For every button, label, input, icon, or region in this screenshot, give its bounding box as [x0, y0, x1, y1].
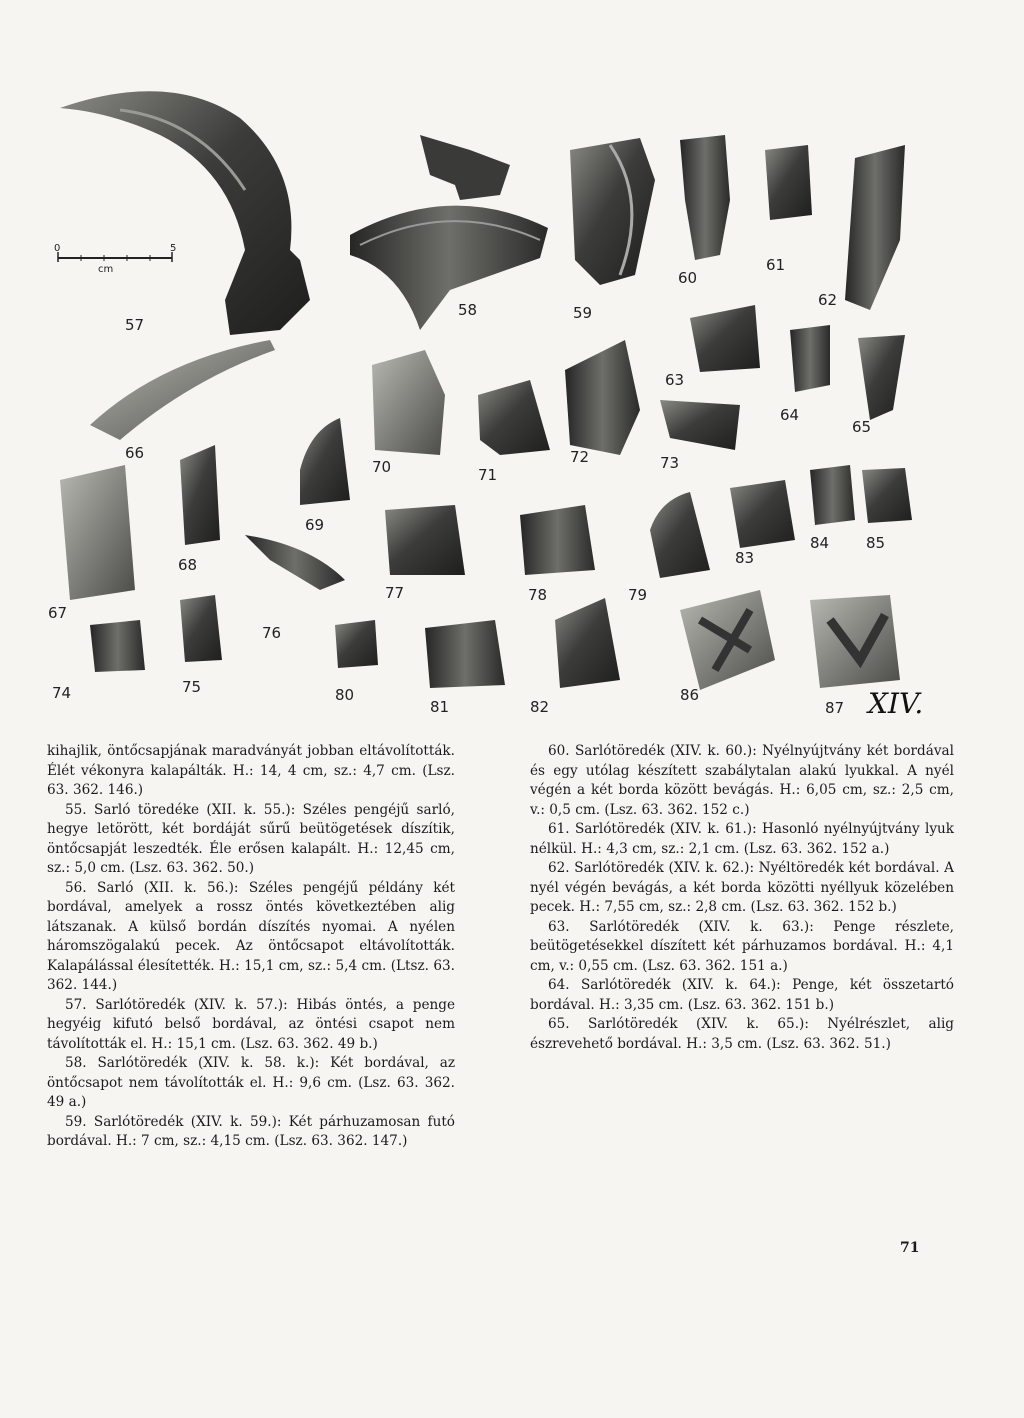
figure-label-57: 57: [125, 316, 145, 334]
figure-label-68: 68: [178, 556, 198, 574]
figure-label-58: 58: [458, 301, 478, 319]
fragment-61: [765, 145, 812, 220]
entry-59: 59. Sarlótöredék (XIV. k. 59.): Két párhuzamosan futó bordával. H.: 7 cm, sz.: 4,15 cm. (Lsz. 63. 362. 147.): [47, 1113, 455, 1149]
figure-label-72: 72: [570, 448, 590, 466]
scale-start: 0: [54, 243, 61, 254]
figure-label-70: 70: [372, 458, 392, 476]
figure-label-59: 59: [573, 304, 593, 322]
figure-label-62: 62: [818, 291, 838, 309]
fragment-83: [730, 480, 795, 548]
figure-label-61: 61: [766, 256, 786, 274]
entry-55: 55. Sarló töredéke (XII. k. 55.): Széles pengéjű sarló, hegye letörött, két bordáját sűrű beütögetések díszítik, öntőcsapját leszedték. Éle erősen kalapált. H.: 12,45 cm, sz.: 5,0 cm. (Lsz. 63. 362. 50.): [47, 801, 455, 876]
entry-62: 62. Sarlótöredék (XIV. k. 62.): Nyéltöredék két bordával. A nyél végén bevágás, a két borda közötti nyéllyuk közelében pecek. H.: 7,55 cm, sz.: 2,8 cm. (Lsz. 63. 362. 152 b.): [530, 860, 954, 915]
fragment-67: [60, 465, 135, 600]
fragment-77: [385, 505, 465, 575]
fragment-58: [350, 135, 548, 330]
scale-end: 5: [170, 243, 177, 254]
fragment-86: [680, 590, 775, 690]
figure-label-86: 86: [680, 686, 700, 704]
figure-label-81: 81: [430, 698, 450, 716]
entry-61: 61. Sarlótöredék (XIV. k. 61.): Hasonló nyélnyújtvány lyuk nélkül. H.: 4,3 cm, sz.: 2,1 cm. (Lsz. 63. 362. 152 a.): [530, 821, 954, 857]
figure-label-75: 75: [182, 678, 202, 696]
figure-label-71: 71: [478, 466, 498, 484]
figure-label-63: 63: [665, 371, 685, 389]
fragment-60: [680, 135, 730, 260]
fragment-82: [555, 598, 620, 688]
fragment-69: [300, 418, 350, 505]
figure-label-80: 80: [335, 686, 355, 704]
fragment-80: [335, 620, 378, 668]
fragment-78: [520, 505, 595, 575]
fragment-64: [790, 325, 830, 392]
entry-64: 64. Sarlótöredék (XIV. k. 64.): Penge, két összetartó bordával. H.: 3,35 cm. (Lsz. 63. 362. 151 b.): [530, 977, 954, 1013]
fragment-66: [90, 340, 275, 440]
fragment-71: [478, 380, 550, 455]
scale-unit: cm: [98, 264, 114, 275]
fragment-62: [845, 145, 905, 310]
scale-bar: [54, 243, 176, 275]
plate-label: XIV.: [868, 687, 924, 720]
figure-label-65: 65: [852, 418, 872, 436]
entry-57: 57. Sarlótöredék (XIV. k. 57.): Hibás öntés, a penge hegyéig kifutó belső bordával, az öntési csapot nem távolították el. H.: 15,1 cm. (Lsz. 63. 362. 49 b.): [47, 996, 455, 1052]
figure-label-77: 77: [385, 584, 405, 602]
fragment-68: [180, 445, 220, 545]
figure-label-73: 73: [660, 454, 680, 472]
fragment-59: [570, 138, 655, 285]
fragment-70: [372, 350, 445, 455]
fragment-85: [862, 468, 912, 523]
entry-58: 58. Sarlótöredék (XIV. k. 58. k.): Két bordával, az öntőcsapot nem távolították el. H.: 9,6 cm. (Lsz. 63. 362. 49 a.): [47, 1055, 455, 1110]
figure-label-69: 69: [305, 516, 325, 534]
page-number: 71: [900, 1240, 920, 1256]
fragment-75: [180, 595, 222, 662]
fragment-57: [60, 91, 310, 335]
figure-label-83: 83: [735, 549, 755, 567]
figure-label-82: 82: [530, 698, 550, 716]
entry-60: 60. Sarlótöredék (XIV. k. 60.): Nyélnyújtvány két bordával és egy utólag készített szabálytalan alakú lyukkal. A nyél végén a két borda között bevágás. H.: 6,05 cm, sz.: 2,5 cm, v.: 0,5 cm. (Lsz. 63. 362. 152 c.): [530, 743, 954, 818]
figure-label-85: 85: [866, 534, 886, 552]
fragment-79: [650, 492, 710, 578]
figure-label-78: 78: [528, 586, 548, 604]
figure-label-60: 60: [678, 269, 698, 287]
fragment-73: [660, 400, 740, 450]
fragment-72: [565, 340, 640, 455]
entry-65: 65. Sarlótöredék (XIV. k. 65.): Nyélrészlet, alig észrevehető bordával. H.: 3,5 cm. (Lsz. 63. 362. 51.): [530, 1016, 954, 1052]
figure-label-64: 64: [780, 406, 800, 424]
fragment-87: [810, 595, 900, 688]
figure-label-76: 76: [262, 624, 282, 642]
entry-63: 63. Sarlótöredék (XIV. k. 63.): Penge részlete, beütögetésekkel díszített két párhuzamos bordával. H.: 4,1 cm, v.: 0,55 cm. (Lsz. 63. 362. 151 a.): [530, 918, 954, 974]
paragraph-continuation: kihajlik, öntőcsapjának maradványát jobban eltávolították. Élét vékonyra kalapálták. H.: 14, 4 cm, sz.: 4,7 cm. (Lsz. 63. 362. 146.): [47, 743, 455, 798]
figure-label-87: 87: [825, 699, 845, 717]
fragment-65: [858, 335, 905, 420]
fragment-81: [425, 620, 505, 688]
fragment-84: [810, 465, 855, 525]
fragment-76: [245, 535, 345, 590]
left-column: [47, 742, 455, 1152]
figure-label-84: 84: [810, 534, 830, 552]
fragment-74: [90, 620, 145, 672]
figure-label-66: 66: [125, 444, 145, 462]
right-column: [530, 742, 954, 1054]
figure-label-79: 79: [628, 586, 648, 604]
figure-label-74: 74: [52, 684, 72, 702]
fragment-63: [690, 305, 760, 372]
entry-56: 56. Sarló (XII. k. 56.): Széles pengéjű példány két bordával, amelyek a rossz öntés következtében alig látszanak. A külső bordán díszítés nyomai. A nyélen háromszögalakú pecek. Az öntőcsapot eltávolították. Kalapálással élesítették. H.: 15,1 cm, sz.: 5,4 cm. (Ltsz. 63. 362. 144.): [47, 879, 455, 993]
figure-label-67: 67: [48, 604, 68, 622]
